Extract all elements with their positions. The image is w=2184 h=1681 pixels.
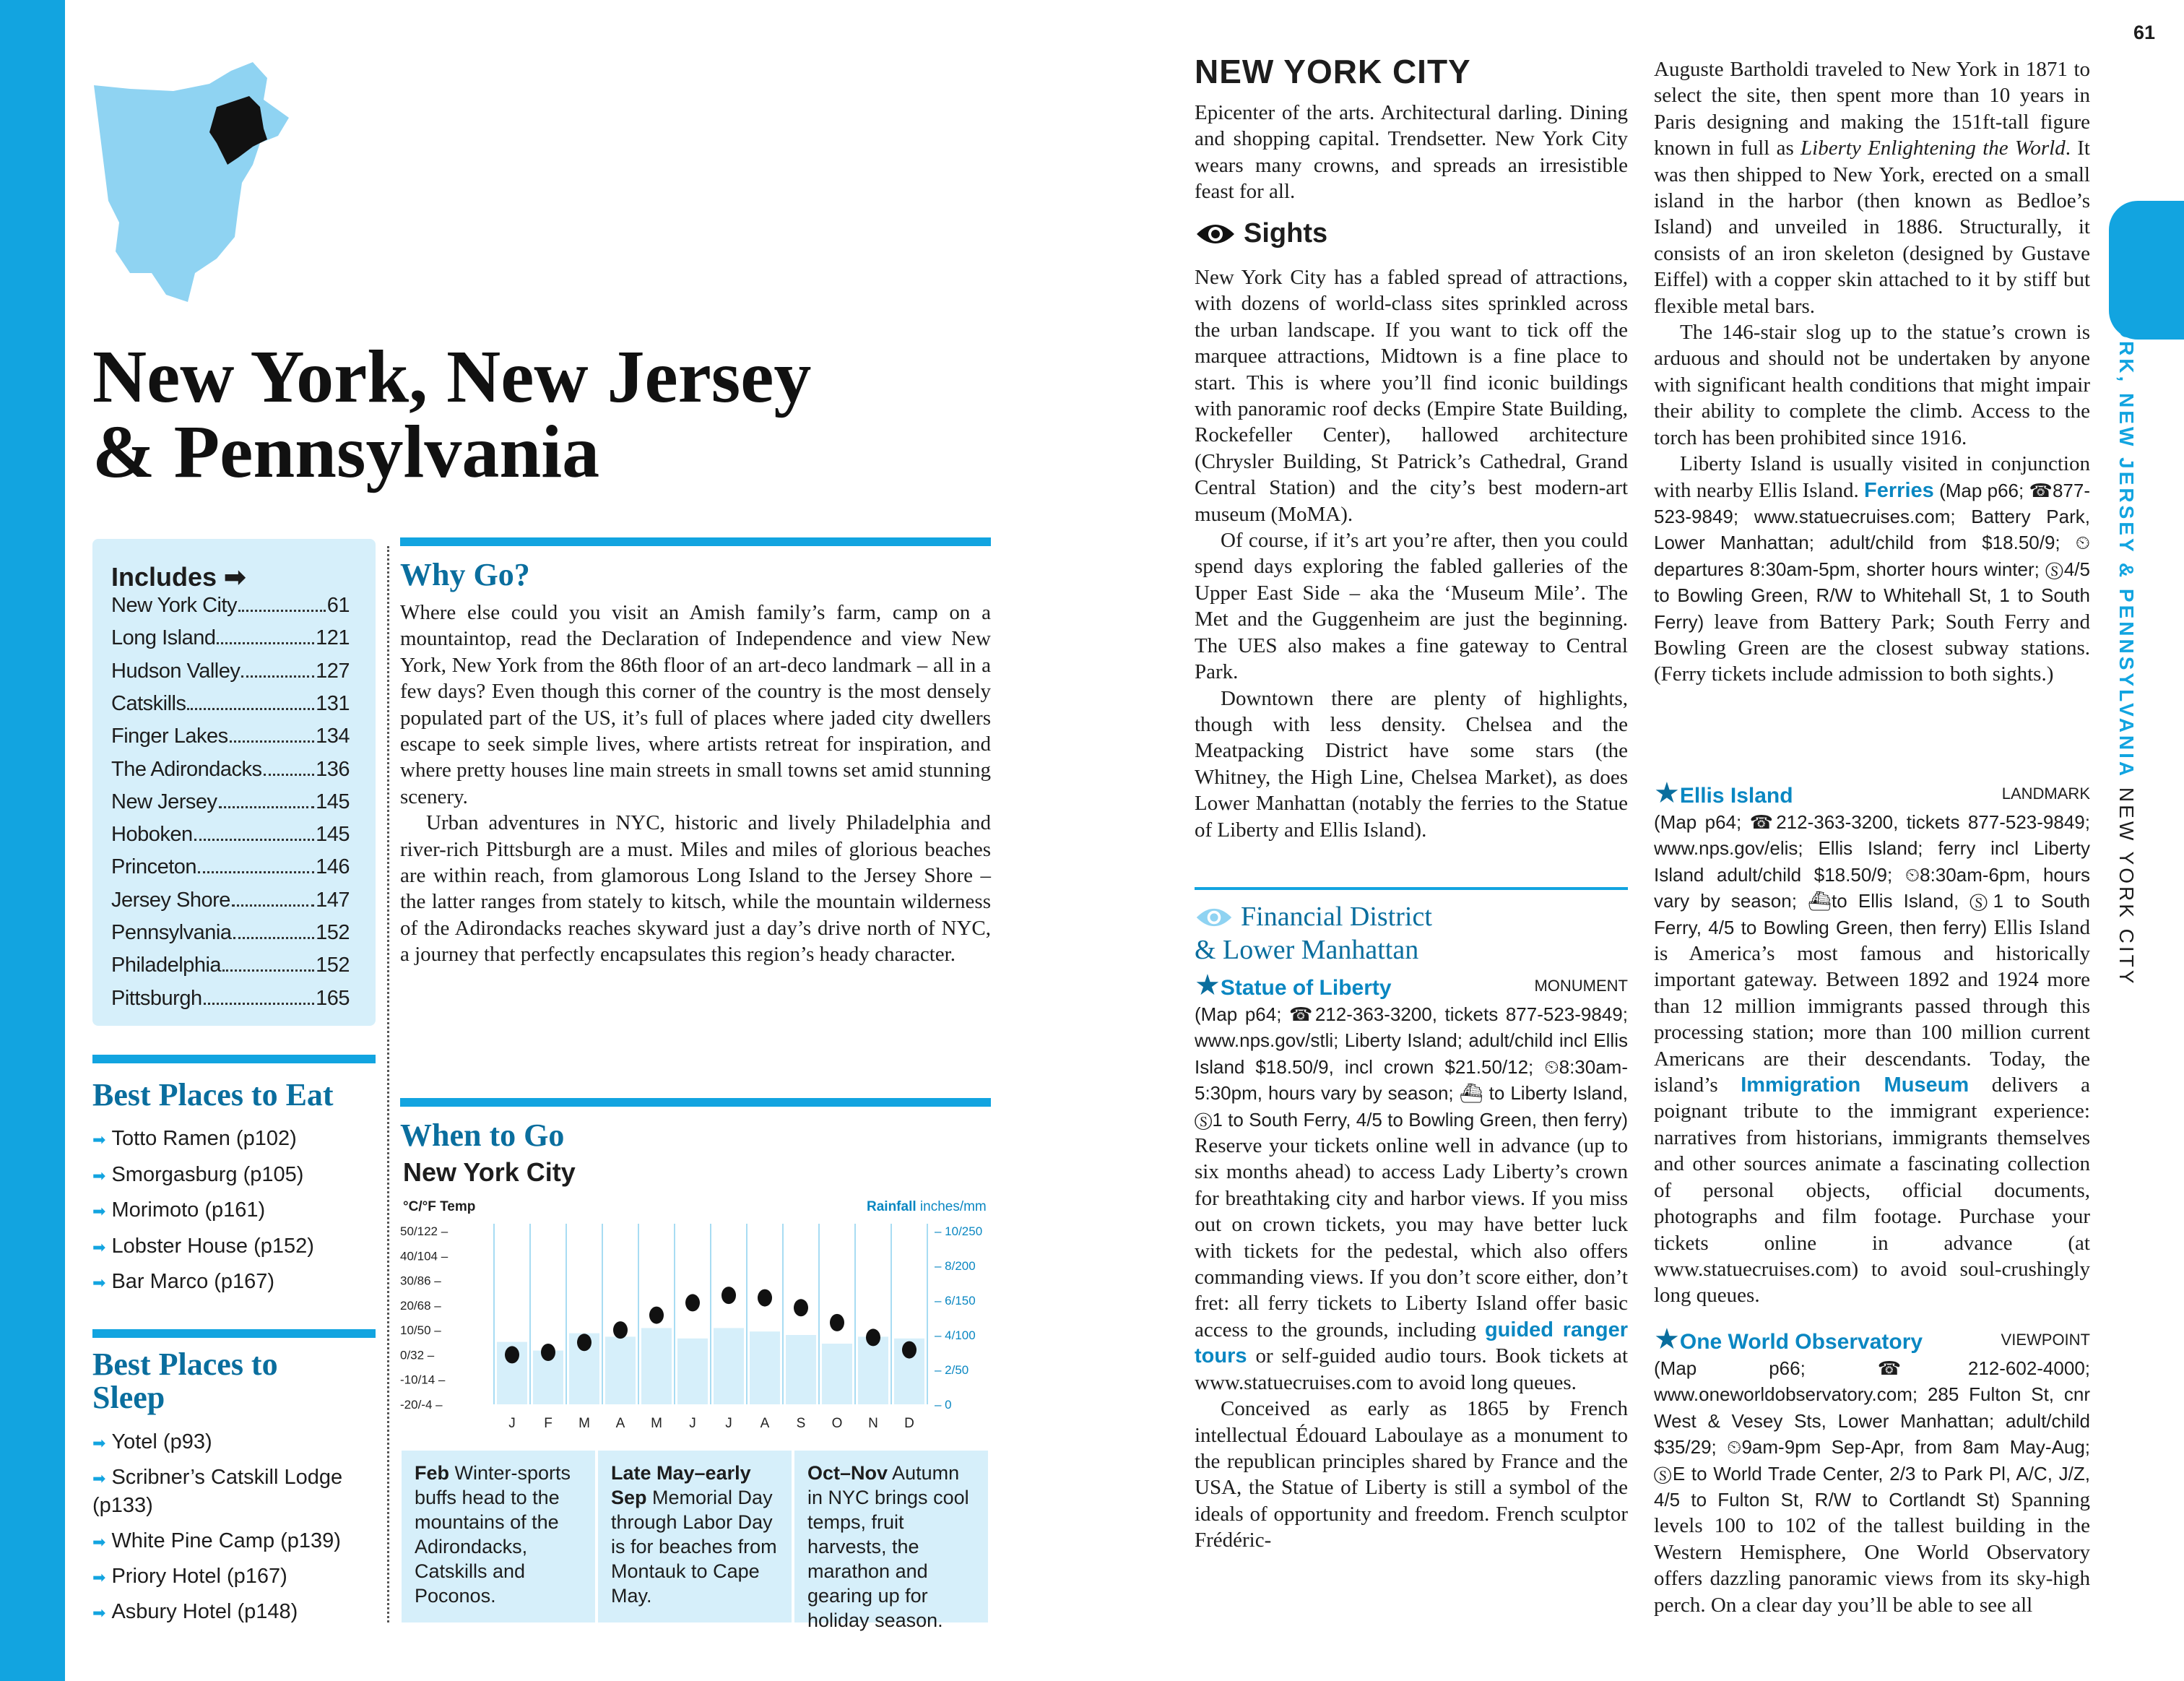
statue-body: [1195, 1001, 1628, 1554]
when-box-1-bold: Feb: [415, 1462, 450, 1484]
leader-dots: [230, 725, 314, 743]
statue-p1: [1195, 1001, 1628, 1396]
best-eat-title: Best Places to Eat: [92, 1077, 334, 1112]
includes-item-name: Hoboken: [111, 823, 193, 847]
climate-chart: [400, 1196, 992, 1442]
month-label: F: [544, 1416, 552, 1431]
sights-p3: Downtown there are plenty of highlights, though with less density. Chelsea and the Meatpacking District have some stars (the Whitney, the High Line, Chelsea Market), as does Lower Manhattan (notably the ferries to the Statue of Liberty and Ellis Island).: [1195, 686, 1628, 842]
eastern-us-shape: [94, 62, 289, 302]
leader-dots: [204, 987, 315, 1005]
statue-p3b: . It was then shipped to New York, erected on a small island in the harbor (then known as Bedloe’s Island) and unveiled in 1886. Structurally, it consists of an iron skeleton (designed by Gustave Eiffel) with a copper skin attached to it by stiff but flexible metal bars.: [1654, 137, 2090, 318]
rainfall-bar: [714, 1328, 744, 1404]
rain-tick-label: – 8/200: [935, 1259, 976, 1273]
ellis-header: [1654, 777, 2090, 809]
best-eat-item-text: Smorgasburg (p105): [111, 1162, 304, 1186]
section-rule: [400, 1098, 991, 1107]
arrow-icon: ➡: [92, 1274, 106, 1292]
left-edge-bar: [0, 0, 65, 1681]
statue-continued: [1654, 56, 2090, 688]
ellis-text1: Ellis Island is America’s most famous and historically important gateway. Between 1892 and 1924 more than 12 million immigrants passed through this processing station; more than 100 million current Americans are their descendants. Today, the island’s: [1654, 915, 2091, 1097]
includes-item[interactable]: [111, 823, 350, 847]
includes-item-page: 136: [316, 757, 350, 781]
ellis-name[interactable]: Ellis Island: [1679, 784, 1793, 808]
statue-header: [1195, 969, 1628, 1001]
section-rule: [92, 1329, 376, 1338]
rain-tick-label: – 4/100: [935, 1328, 976, 1342]
sights-p2: Of course, if it’s art you’re after, then you could spend days exploring the fabled galleries of the Upper East Side – aka the ‘Museum Mile’. The Met and the Guggenheim are just the beginning. The UES also makes a fine gateway to Central Park.: [1195, 529, 1628, 684]
includes-title: [111, 562, 246, 592]
best-eat-item-text: Totto Ramen (p102): [111, 1127, 297, 1150]
rain-label-bold: Rainfall: [867, 1199, 916, 1214]
includes-item-name: The Adirondacks: [111, 757, 262, 781]
temp-point: [758, 1289, 772, 1307]
arrow-icon: ➡: [92, 1533, 106, 1551]
section-rule: [1195, 887, 1628, 890]
arrow-icon: ➡: [92, 1131, 106, 1149]
why-go-p1: Where else could you visit an Amish family’s farm, camp on a mountaintop, read the Declaration of Independence and view New York, New York from the 86th floor of an art-deco landmark – all in a few days? Even though this corner of the country is the most densely populated part of the US, it’s full of places where jaded city dwellers escape to seek simple lives, where artists retreat for inspiration, and where pretty houses line main streets in small towns set amid stunning scenery.: [400, 601, 991, 808]
owo-body: [1654, 1355, 2090, 1618]
sights-heading-text: Sights: [1244, 218, 1328, 249]
includes-item-page: 61: [326, 594, 350, 617]
owo-type: VIEWPOINT: [2001, 1331, 2090, 1349]
statue-info: (Map p64; ☎212-363-3200, tickets 877-523-9849; www.nps.gov/stli; Liberty Island; adult/child incl Ellis Island $18.50/9, incl crown $21.50/12; ⏲8:30am-5:30pm, hours vary by season; ⛴ to Liberty Island, Ⓢ1 to South Ferry, 4/5 to Bowling Green, then ferry): [1195, 1003, 1628, 1131]
sights-p1: New York City has a fabled spread of attractions, with dozens of world-class sites sprinkled across the urban landscape. If you want to tick off the marquee attractions, Midtown is a fine place to start. This is where you’ll find iconic buildings with panoramic roof decks (Empire State Building, Rockefeller Center), hallowed architecture (Chrysler Building, St Patrick’s Cathedral, Grand Central Station) and the city’s best modern-art museum (MoMA).: [1195, 266, 1628, 526]
includes-item-page: 145: [316, 790, 350, 813]
includes-item-name: Finger Lakes: [111, 725, 228, 748]
leader-dots: [217, 626, 314, 644]
when-to-go-subtitle: New York City: [403, 1157, 576, 1187]
includes-item[interactable]: [111, 660, 350, 683]
ellis-type: LANDMARK: [2001, 785, 2090, 803]
nyc-intro-text: Epicenter of the arts. Architectural darling. Dining and shopping capital. Trendsetter. New York City wears many crowns, and spreads an irresistible feast for all.: [1195, 101, 1628, 204]
why-go-text: [400, 600, 991, 968]
temp-point: [577, 1334, 592, 1351]
arrow-icon: ➡: [92, 1604, 106, 1622]
month-label: D: [904, 1416, 914, 1431]
includes-item-page: 147: [316, 888, 350, 912]
when-box-2-text: Memorial Day through Labor Day is for beaches from Montauk to Cape May.: [611, 1487, 777, 1607]
best-sleep-item: [92, 1565, 287, 1589]
temp-point: [902, 1341, 916, 1359]
star-icon: ★: [1195, 969, 1221, 1001]
owo-text1: Spanning levels 100 to 102 of the tallest building in the Western Hemisphere, One World Observatory offers dazzling panoramic views from its sky-high perch. On a clear day you’ll be able to see all: [1654, 1488, 2091, 1617]
month-label: J: [508, 1416, 516, 1431]
temp-point: [830, 1314, 844, 1331]
best-eat-item: [92, 1198, 265, 1222]
owo-listing: [1654, 1323, 2091, 1618]
best-sleep-title: [92, 1348, 278, 1414]
month-label: O: [831, 1416, 843, 1431]
rain-tick-label: – 10/250: [935, 1224, 983, 1238]
best-sleep-item: [92, 1529, 341, 1553]
arrow-icon: ➡: [92, 1469, 106, 1487]
when-box-3-bold: Oct–Nov: [807, 1462, 888, 1484]
leader-dots: [222, 954, 314, 972]
temp-tick-label: 40/104 –: [400, 1249, 448, 1263]
page-number: 61: [2133, 22, 2155, 43]
statue-listing: [1195, 969, 1629, 1554]
statue-p3a: Auguste Bartholdi traveled to New York in 1871 to select the site, then spent more than 10 years in Paris designing and making the 151ft-tall figure known in full as: [1654, 58, 2090, 160]
column-divider: [387, 546, 389, 1622]
includes-item-name: Hudson Valley: [111, 659, 240, 683]
when-to-go-title: When to Go: [400, 1118, 565, 1153]
section-rule: [400, 537, 991, 546]
page-title: [92, 335, 959, 493]
leader-dots: [241, 660, 314, 678]
month-label: S: [796, 1416, 806, 1431]
ellis-body: [1654, 809, 2090, 1309]
statue-text2: or self-guided audio tours. Book tickets at www.statuecruises.com to avoid long queues.: [1195, 1344, 1628, 1394]
best-sleep-item-text: White Pine Camp (p139): [111, 1529, 341, 1552]
best-sleep-title-2: Sleep: [92, 1380, 165, 1415]
includes-item[interactable]: [111, 725, 350, 748]
statue-p2: Conceived as early as 1865 by French intellectual Édouard Laboulaye as a monument to the republican principles shared by France and the USA, the Statue of Liberty is still a symbol of the ideals of opportunity and freedom. French sculptor Frédéric-: [1195, 1397, 1628, 1552]
owo-header: [1654, 1323, 2090, 1355]
title-line-1: New York, New Jersey: [92, 335, 812, 418]
statue-p3: [1654, 56, 2090, 319]
temp-tick-label: 50/122 –: [400, 1224, 448, 1238]
ellis-text2: delivers a poignant tribute to the immigrant experience: narratives from historians, immigrants themselves and other sources animate a fascinating collection of personal objects, official documents, photographs and film footage. Purchase your tickets online in advance (at www.statuecruises.com) to avoid soul-crushingly long queues.: [1654, 1073, 2090, 1308]
includes-item-name: Princeton: [111, 855, 197, 879]
includes-item[interactable]: [111, 790, 350, 814]
temp-point: [541, 1344, 555, 1361]
ferries-link[interactable]: Ferries: [1864, 478, 1934, 502]
arrow-icon: ➡: [224, 562, 246, 592]
statue-p5a: Liberty Island is usually visited in conjunction with nearby Ellis Island.: [1654, 452, 2090, 502]
includes-item[interactable]: [111, 889, 350, 912]
includes-item-page: 165: [316, 986, 350, 1010]
best-sleep-item-text: Priory Hotel (p167): [111, 1565, 287, 1588]
month-label: A: [760, 1416, 770, 1431]
temp-tick-label: 30/86 –: [400, 1274, 441, 1288]
best-sleep-item-text: Asbury Hotel (p148): [111, 1600, 298, 1623]
temp-point: [649, 1307, 664, 1324]
includes-item-name: Long Island: [111, 626, 216, 650]
leader-dots: [264, 758, 315, 776]
fd-heading-line1: Financial District: [1241, 902, 1432, 932]
when-box-1: [402, 1451, 595, 1622]
includes-item-name: Pittsburgh: [111, 986, 202, 1010]
best-eat-item: [92, 1163, 303, 1187]
month-label: M: [578, 1416, 590, 1431]
rain-tick-label: – 0: [935, 1398, 952, 1412]
star-icon: ★: [1654, 777, 1680, 809]
fd-heading: [1195, 903, 1234, 932]
best-eat-item: [92, 1270, 274, 1294]
includes-item-name: Jersey Shore: [111, 888, 230, 912]
star-icon: ★: [1654, 1323, 1680, 1355]
runner-normal: NEW YORK CITY: [2115, 779, 2138, 987]
statue-p4: The 146-stair slog up to the statue’s crown is arduous and should not be undertaken by anyone with significant health conditions that might impair their ability to complete the climb. Access to the torch has been prohibited since 1916.: [1654, 321, 2090, 449]
statue-text1: Reserve your tickets online well in advance (up to six months ahead) to access Lady Liberty’s crown for breathtaking city and harbor views. If you miss out on crown tickets, you may have better luck with tickets for the pedestal, which also offers commanding views. If you don’t score either, don’t fret: all ferry tickets to Liberty Island offer basic access to the grounds, including: [1195, 1134, 1628, 1341]
ellis-info: (Map p64; ☎212-363-3200, tickets 877-523-9849; www.nps.gov/elis; Ellis Island; ferry incl Liberty Island adult/child $18.50/9; ⏲8:30am-6pm, hours vary by season; ⛴to Ellis Island, Ⓢ1 to South Ferry, 4/5 to Bowling Green, then ferry): [1654, 811, 2090, 938]
eye-icon: [1195, 903, 1234, 932]
best-sleep-item-text: Yotel (p93): [111, 1430, 212, 1453]
eye-icon: [1195, 220, 1236, 249]
includes-item-page: 152: [316, 921, 350, 944]
includes-item-page: 131: [316, 691, 350, 715]
includes-title-text: Includes: [111, 562, 217, 592]
arrow-icon: ➡: [92, 1202, 106, 1220]
sights-heading: [1195, 218, 1327, 249]
leader-dots: [194, 823, 315, 841]
includes-item[interactable]: [111, 954, 350, 977]
ferries-info: (Map p66; ☎877-523-9849; www.statuecruises.com; Battery Park, Lower Manhattan; adult/child from $18.50/9; ⏲departures 8:30am-5pm, shorter hours winter; Ⓢ4/5 to Bowling Green, R/W to Whitehall St, 1 to South Ferry): [1654, 479, 2090, 633]
includes-item-name: Pennsylvania: [111, 921, 232, 944]
leader-dots: [198, 855, 314, 873]
includes-item-page: 152: [316, 954, 350, 977]
includes-item[interactable]: [111, 626, 350, 650]
owo-p1: [1654, 1355, 2090, 1618]
leader-dots: [238, 594, 326, 612]
best-eat-item-text: Lobster House (p152): [111, 1234, 314, 1258]
statue-p5: [1654, 451, 2090, 688]
region-locator-map: [87, 56, 303, 309]
includes-item-name: New Jersey: [111, 790, 217, 813]
month-label: A: [615, 1416, 625, 1431]
temp-point: [613, 1321, 628, 1339]
includes-item[interactable]: [111, 855, 350, 879]
rainfall-bar: [677, 1339, 708, 1404]
includes-item[interactable]: [111, 758, 350, 782]
leader-dots: [219, 790, 315, 808]
rainfall-bar: [786, 1335, 816, 1404]
when-box-3: [794, 1451, 988, 1631]
title-line-2: & Pennsylvania: [92, 410, 600, 493]
temp-tick-label: -10/14 –: [400, 1373, 446, 1387]
owo-name[interactable]: One World Observatory: [1679, 1330, 1923, 1354]
when-box-1-text: Winter-sports buffs head to the mountains of the Adirondacks, Catskills and Poconos.: [415, 1462, 571, 1607]
when-box-3-text: Autumn in NYC brings cool temps, fruit harvests, the marathon and gearing up for holiday season.: [807, 1462, 969, 1631]
statue-name[interactable]: Statue of Liberty: [1220, 976, 1392, 1000]
ellis-listing: [1654, 777, 2091, 1309]
chapter-runner: [2109, 242, 2138, 986]
section-rule: [92, 1055, 376, 1063]
fd-heading-line2: & Lower Manhattan: [1195, 935, 1419, 965]
when-box-2-bold: Late May–early Sep: [611, 1462, 751, 1508]
includes-item-page: 121: [316, 626, 350, 650]
temp-tick-label: 10/50 –: [400, 1323, 441, 1338]
ranger-tours-link[interactable]: guided ranger tours: [1195, 1318, 1629, 1368]
arrow-icon: ➡: [92, 1166, 106, 1185]
best-eat-item-text: Bar Marco (p167): [111, 1270, 275, 1293]
runner-bold: NEW YORK, NEW JERSEY & PENNSYLVANIA: [2115, 242, 2138, 779]
arrow-icon: ➡: [92, 1568, 106, 1586]
includes-item[interactable]: [111, 987, 350, 1011]
best-sleep-item: [92, 1494, 153, 1518]
best-eat-item: [92, 1127, 297, 1151]
nyc-heading: NEW YORK CITY: [1195, 53, 1471, 90]
temp-point: [685, 1294, 700, 1311]
arrow-icon: ➡: [92, 1237, 106, 1256]
includes-item[interactable]: [111, 594, 350, 618]
includes-item-page: 127: [316, 659, 350, 683]
temp-tick-label: 20/68 –: [400, 1298, 441, 1313]
includes-item-name: Philadelphia: [111, 954, 222, 977]
arrow-icon: ➡: [92, 1434, 106, 1452]
statue-p3-italic: Liberty Enlightening the World: [1800, 137, 2066, 160]
temp-point: [722, 1287, 736, 1304]
why-go-title: Why Go?: [400, 557, 530, 592]
rainfall-bar: [641, 1328, 672, 1404]
owo-info: (Map p66; ☎212-602-4000; www.oneworldobservatory.com; 285 Fulton St, cnr West & Vesey Sts, Lower Manhattan; adult/child $35/29; ⏲9am-9pm Sep-Apr, from 8am May-Aug; ⓈE to World Trade Center, 2/3 to Park Pl, A/C, J/Z, 4/5 to Fulton St, R/W to Cortlandt St): [1654, 1357, 2090, 1511]
month-label: J: [689, 1416, 696, 1431]
month-label: N: [868, 1416, 878, 1431]
best-sleep-item: [92, 1600, 298, 1624]
rainfall-bar: [750, 1331, 780, 1404]
best-sleep-item-text: Scribner’s Catskill Lodge: [111, 1466, 343, 1489]
temp-point: [505, 1346, 519, 1363]
includes-item-page: 145: [316, 823, 350, 847]
includes-item-name: New York City: [111, 594, 238, 617]
rainfall-bar: [605, 1336, 636, 1404]
rainfall-bar: [822, 1344, 852, 1404]
nyc-intro: [1195, 100, 1628, 205]
best-eat-item-text: Morimoto (p161): [111, 1198, 266, 1222]
sights-text: [1195, 264, 1628, 843]
why-go-p2: Urban adventures in NYC, historic and lively Philadelphia and river-rich Pittsburgh are a must. Miles and miles of glorious beaches are within reach, from glamorous Long Island to the Jersey Shore – the latter ranges from stately to kitsch, while the mountain wilderness of the Adirondacks reaches skyward just a day’s drive north of NYC, a journey that perfectly encapsulates this region’s heady character.: [400, 811, 991, 967]
temp-point: [794, 1299, 808, 1316]
best-sleep-item-text: (p133): [92, 1494, 153, 1517]
when-box-2: [598, 1451, 792, 1622]
leader-dots: [233, 921, 315, 939]
includes-item[interactable]: [111, 692, 350, 716]
best-sleep-item: [92, 1430, 212, 1454]
leader-dots: [187, 692, 314, 710]
best-eat-item: [92, 1235, 314, 1258]
statue-type: MONUMENT: [1534, 977, 1628, 995]
immigration-museum-link[interactable]: Immigration Museum: [1741, 1073, 1970, 1097]
statue-p5b: leave from Battery Park; South Ferry and Bowling Green are the closest subway stations. (Ferry tickets include admission to both sights.): [1654, 610, 2090, 686]
temp-tick-label: -20/-4 –: [400, 1398, 443, 1412]
rainfall-bar: [858, 1336, 888, 1404]
leader-dots: [232, 889, 314, 907]
month-label: J: [725, 1416, 732, 1431]
temp-point: [866, 1328, 880, 1346]
includes-item-page: 134: [316, 725, 350, 748]
includes-item-name: Catskills: [111, 691, 186, 715]
includes-item[interactable]: [111, 921, 350, 945]
best-sleep-item: [92, 1466, 342, 1490]
temp-axis-label: °C/°F Temp: [403, 1199, 476, 1214]
temp-tick-label: 0/32 –: [400, 1348, 435, 1362]
rain-tick-label: – 6/150: [935, 1294, 976, 1308]
rain-tick-label: – 2/50: [935, 1363, 969, 1377]
rain-label-rest: inches/mm: [916, 1199, 987, 1214]
includes-item-page: 146: [316, 855, 350, 879]
ellis-p1: [1654, 809, 2090, 1309]
best-sleep-title-1: Best Places to: [92, 1347, 278, 1382]
month-label: M: [651, 1416, 662, 1431]
